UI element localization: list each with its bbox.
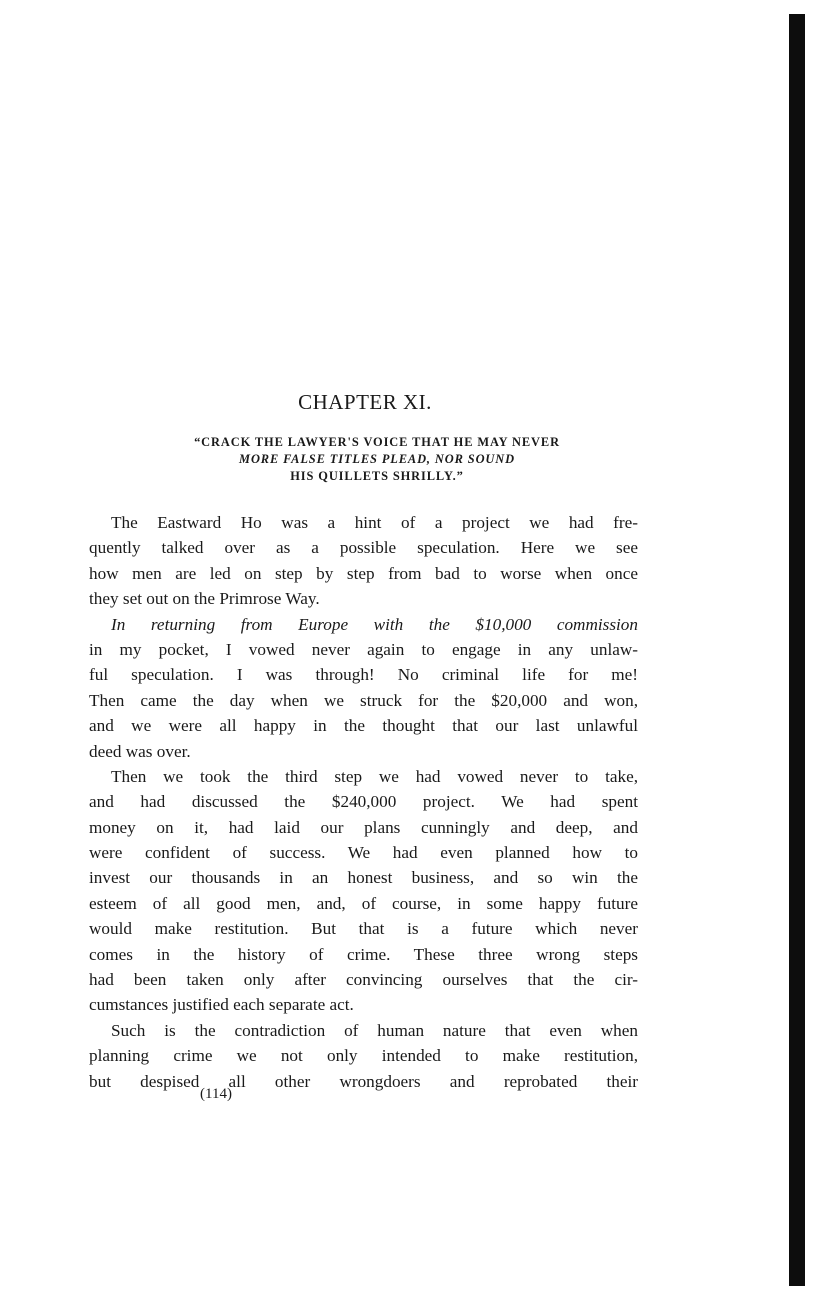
text-line: comes in the history of crime. These three wrong steps: [89, 944, 638, 964]
text-line: Such is the contradiction of human nature that even when: [111, 1020, 638, 1040]
text-line: esteem of all good men, and, of course, in some happy future: [89, 893, 638, 913]
text-line: The Eastward Ho was a hint of a project we had fre-: [111, 513, 638, 532]
text-line: money on it, had laid our plans cunningly and deep, and: [89, 817, 638, 837]
italic-run: In returning from Europe with the $10,000 commission: [111, 614, 638, 634]
page-edge-shadow: [789, 14, 805, 1286]
text-line: Then came the day when we struck for the $20,000 and won,: [89, 690, 638, 710]
chapter-title: CHAPTER XI.: [298, 390, 432, 414]
page-number: (114): [200, 1086, 232, 1102]
chapter-epigraph: [92, 434, 662, 485]
text-line: how men are led on step by step from bad to worse when once: [89, 563, 638, 583]
text-line: they set out on the Primrose Way.: [89, 589, 320, 609]
text-line: would make restitution. But that is a future which never: [89, 919, 638, 939]
body-text: [89, 510, 638, 1094]
text-line-italic: [89, 612, 638, 637]
text-line: planning crime we not only intended to make restitution,: [89, 1046, 638, 1066]
epigraph-line-3: HIS QUILLETS SHRILLY.”: [290, 469, 464, 483]
text-line: ful speculation. I was through! No criminal life for me!: [89, 665, 638, 685]
text-line: were confident of success. We had even planned how to: [89, 843, 638, 863]
text-line: Then we took the third step we had vowed never to take,: [111, 766, 638, 786]
text-line: and we were all happy in the thought that our last unlawful: [89, 716, 638, 736]
epigraph-line-2-text: MORE FALSE TITLES PLEAD, NOR SOUND: [239, 452, 515, 466]
epigraph-line-1: “CRACK THE LAWYER'S VOICE THAT HE MAY NEVER: [194, 435, 560, 449]
text-line: in my pocket, I vowed never again to engage in any unlaw-: [89, 639, 638, 659]
text-line: and had discussed the $240,000 project. We had spent: [89, 792, 638, 812]
text-line: but despised all other wrongdoers and reprobated their: [89, 1071, 638, 1091]
text-line: quently talked over as a possible speculation. Here we see: [89, 538, 638, 558]
epigraph-line-2: [92, 451, 662, 468]
text-line: deed was over.: [89, 741, 191, 761]
text-line: invest our thousands in an honest business, and so win the: [89, 868, 638, 888]
text-line: cumstances justified each separate act.: [89, 995, 354, 1015]
text-line: had been taken only after convincing ourselves that the cir-: [89, 970, 638, 990]
